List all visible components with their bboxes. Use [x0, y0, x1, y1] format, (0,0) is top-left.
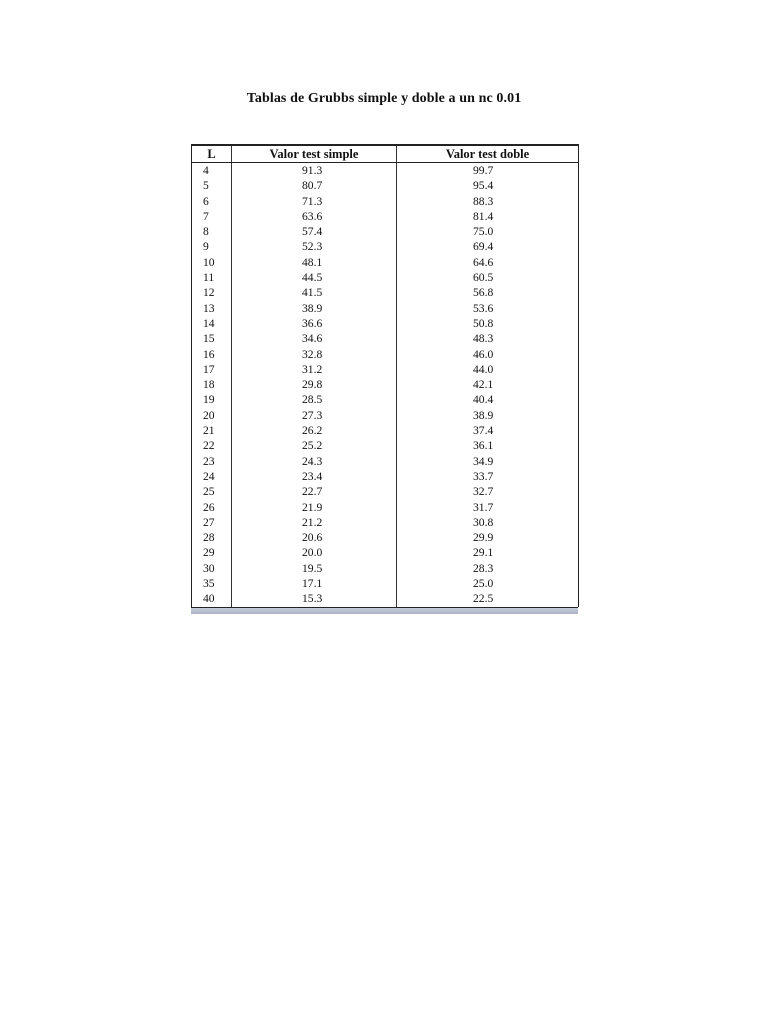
- cell-l: 17: [192, 362, 232, 377]
- table-row: [192, 285, 579, 300]
- cell-l: 24: [192, 469, 232, 484]
- cell-valor-simple: 38.9: [232, 301, 397, 316]
- table-row: [192, 331, 579, 346]
- cell-valor-simple: 26.2: [232, 423, 397, 438]
- cell-valor-doble: 60.5: [397, 270, 579, 285]
- grubbs-table: [191, 144, 579, 607]
- cell-valor-simple: 20.0: [232, 545, 397, 560]
- cell-valor-doble: 42.1: [397, 377, 579, 392]
- document-title: Tablas de Grubbs simple y doble a un nc 0.01: [246, 91, 522, 106]
- table-row: [192, 484, 579, 499]
- cell-valor-doble: 75.0: [397, 224, 579, 239]
- cell-l: 6: [192, 194, 232, 209]
- table-row: [192, 209, 579, 224]
- cell-l: 28: [192, 530, 232, 545]
- cell-l: 40: [192, 591, 232, 606]
- cell-l: 26: [192, 500, 232, 515]
- cell-valor-doble: 95.4: [397, 178, 579, 193]
- cell-valor-simple: 80.7: [232, 178, 397, 193]
- cell-l: 14: [192, 316, 232, 331]
- cell-valor-simple: 28.5: [232, 392, 397, 407]
- cell-l: 9: [192, 239, 232, 254]
- table-row: [192, 194, 579, 209]
- cell-valor-simple: 41.5: [232, 285, 397, 300]
- cell-l: 27: [192, 515, 232, 530]
- cell-l: 20: [192, 408, 232, 423]
- cell-valor-simple: 17.1: [232, 576, 397, 591]
- table-row: [192, 561, 579, 576]
- cell-l: 21: [192, 423, 232, 438]
- cell-valor-simple: 31.2: [232, 362, 397, 377]
- cell-valor-doble: 99.7: [397, 163, 579, 179]
- table-row: [192, 500, 579, 515]
- header-l: L: [192, 145, 232, 163]
- cell-valor-doble: 40.4: [397, 392, 579, 407]
- cell-valor-simple: 44.5: [232, 270, 397, 285]
- table-row: [192, 469, 579, 484]
- cell-l: 7: [192, 209, 232, 224]
- cell-valor-simple: 48.1: [232, 255, 397, 270]
- cell-l: 10: [192, 255, 232, 270]
- cell-valor-simple: 71.3: [232, 194, 397, 209]
- cell-valor-simple: 25.2: [232, 438, 397, 453]
- cell-valor-simple: 32.8: [232, 347, 397, 362]
- cell-valor-doble: 30.8: [397, 515, 579, 530]
- table-row: [192, 408, 579, 423]
- cell-l: 4: [192, 163, 232, 179]
- cell-l: 29: [192, 545, 232, 560]
- cell-l: 5: [192, 178, 232, 193]
- cell-valor-doble: 34.9: [397, 454, 579, 469]
- table-row: [192, 255, 579, 270]
- cell-valor-doble: 44.0: [397, 362, 579, 377]
- table-row: [192, 362, 579, 377]
- table-header-row: [192, 145, 579, 163]
- table-bottom-border: [191, 607, 578, 614]
- cell-l: 22: [192, 438, 232, 453]
- cell-valor-doble: 28.3: [397, 561, 579, 576]
- table-row: [192, 545, 579, 560]
- cell-valor-simple: 63.6: [232, 209, 397, 224]
- header-valor-test-doble: Valor test doble: [397, 145, 579, 163]
- cell-l: 25: [192, 484, 232, 499]
- table-row: [192, 454, 579, 469]
- table-row: [192, 438, 579, 453]
- cell-valor-doble: 32.7: [397, 484, 579, 499]
- table-row: [192, 377, 579, 392]
- cell-valor-simple: 27.3: [232, 408, 397, 423]
- cell-l: 30: [192, 561, 232, 576]
- table-row: [192, 178, 579, 193]
- cell-valor-simple: 52.3: [232, 239, 397, 254]
- cell-valor-doble: 48.3: [397, 331, 579, 346]
- table-row: [192, 591, 579, 606]
- cell-valor-simple: 91.3: [232, 163, 397, 179]
- cell-valor-simple: 20.6: [232, 530, 397, 545]
- cell-valor-doble: 22.5: [397, 591, 579, 606]
- table-row: [192, 270, 579, 285]
- cell-valor-simple: 29.8: [232, 377, 397, 392]
- cell-valor-simple: 36.6: [232, 316, 397, 331]
- table-row: [192, 576, 579, 591]
- cell-valor-simple: 24.3: [232, 454, 397, 469]
- cell-valor-doble: 37.4: [397, 423, 579, 438]
- cell-valor-doble: 38.9: [397, 408, 579, 423]
- cell-l: 12: [192, 285, 232, 300]
- table-row: [192, 239, 579, 254]
- cell-valor-doble: 33.7: [397, 469, 579, 484]
- cell-valor-doble: 50.8: [397, 316, 579, 331]
- cell-valor-simple: 57.4: [232, 224, 397, 239]
- table-body: [192, 163, 579, 607]
- cell-l: 19: [192, 392, 232, 407]
- cell-valor-simple: 21.9: [232, 500, 397, 515]
- cell-valor-simple: 23.4: [232, 469, 397, 484]
- cell-valor-doble: 29.9: [397, 530, 579, 545]
- cell-l: 23: [192, 454, 232, 469]
- table-row: [192, 423, 579, 438]
- table-row: [192, 301, 579, 316]
- cell-valor-doble: 29.1: [397, 545, 579, 560]
- cell-valor-simple: 19.5: [232, 561, 397, 576]
- cell-valor-doble: 56.8: [397, 285, 579, 300]
- cell-valor-doble: 81.4: [397, 209, 579, 224]
- cell-l: 13: [192, 301, 232, 316]
- table-row: [192, 163, 579, 179]
- cell-valor-doble: 36.1: [397, 438, 579, 453]
- cell-valor-simple: 21.2: [232, 515, 397, 530]
- cell-valor-doble: 46.0: [397, 347, 579, 362]
- table-row: [192, 530, 579, 545]
- header-valor-test-simple: Valor test simple: [232, 145, 397, 163]
- cell-valor-doble: 25.0: [397, 576, 579, 591]
- table-row: [192, 347, 579, 362]
- grubbs-table-container: [191, 144, 578, 614]
- cell-valor-simple: 34.6: [232, 331, 397, 346]
- cell-l: 8: [192, 224, 232, 239]
- cell-valor-doble: 31.7: [397, 500, 579, 515]
- cell-l: 18: [192, 377, 232, 392]
- cell-valor-doble: 53.6: [397, 301, 579, 316]
- table-row: [192, 392, 579, 407]
- cell-l: 11: [192, 270, 232, 285]
- cell-l: 15: [192, 331, 232, 346]
- cell-valor-doble: 64.6: [397, 255, 579, 270]
- table-row: [192, 224, 579, 239]
- cell-valor-simple: 15.3: [232, 591, 397, 606]
- table-row: [192, 515, 579, 530]
- cell-l: 35: [192, 576, 232, 591]
- cell-l: 16: [192, 347, 232, 362]
- cell-valor-doble: 88.3: [397, 194, 579, 209]
- table-row: [192, 316, 579, 331]
- cell-valor-simple: 22.7: [232, 484, 397, 499]
- cell-valor-doble: 69.4: [397, 239, 579, 254]
